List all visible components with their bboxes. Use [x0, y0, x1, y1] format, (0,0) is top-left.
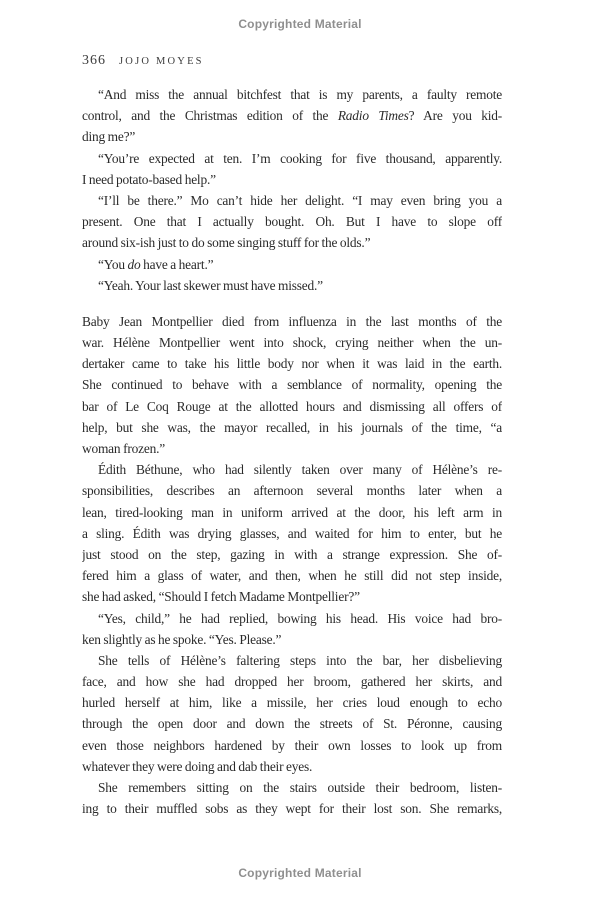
text-segment: ding me?” [82, 129, 136, 145]
text-line [82, 650, 502, 671]
text-segment: She continued to behave with a semblance of normality, opening the [82, 377, 502, 393]
text-line [82, 544, 502, 565]
text-line [82, 169, 502, 190]
text-line [82, 417, 502, 438]
text-line [82, 735, 502, 756]
page-number: 366 [82, 53, 106, 68]
text-segment: war. Hélène Montpellier went into shock, crying neither when the un- [82, 335, 502, 351]
text-segment: “And miss the annual bitchfest that is my parents, a faulty remote [98, 87, 502, 102]
text-line [82, 353, 502, 374]
text-segment: she had asked, “Should I fetch Madame Montpellier?” [82, 589, 360, 605]
text-line [82, 608, 502, 629]
text-segment: fered him a glass of water, and then, when he still did not step inside, [82, 568, 502, 584]
text-segment: whatever they were doing and dab their eyes. [82, 758, 313, 774]
text-segment: present. One that I actually bought. Oh. But I have to slope off [82, 214, 502, 230]
text-line [82, 459, 502, 480]
text-segment: have a heart.” [140, 256, 214, 272]
paragraph [82, 84, 502, 148]
text-line [82, 126, 502, 147]
text-segment: ken slightly as he spoke. “Yes. Please.” [82, 631, 282, 647]
text-segment: bar of Le Coq Rouge at the allotted hours and dismissing all offers of [82, 398, 502, 414]
text-line [82, 692, 502, 713]
text-segment: “Yes, child,” he had replied, bowing his head. His voice had bro- [98, 610, 502, 626]
text-segment: face, and how she had dropped her broom, gathered her skirts, and [82, 674, 502, 690]
text-line [82, 480, 502, 501]
text-line [82, 374, 502, 395]
text-line [82, 756, 502, 777]
copyright-notice-bottom: Copyrighted Material [238, 866, 362, 880]
paragraph [82, 275, 502, 296]
running-head-author: JOJO MOYES [119, 56, 204, 67]
text-segment: hurled herself at him, like a missile, her cries loud enough to echo [82, 695, 502, 711]
text-segment: even those neighbors hardened by their own losses to look up from [82, 737, 502, 753]
text-segment: control, and the Christmas edition of the [82, 108, 338, 124]
text-segment: She tells of Hélène’s faltering steps into the bar, her disbelieving [98, 652, 502, 668]
paragraph [82, 254, 502, 275]
text-segment: dertaker came to take his little body nor when it was laid in the earth. [82, 356, 502, 372]
text-line [82, 523, 502, 544]
text-line [82, 629, 502, 650]
text-segment: Baby Jean Montpellier died from influenza in the last months of the [82, 313, 502, 329]
running-header [82, 53, 204, 69]
italic-text: do [127, 256, 141, 272]
text-segment: through the open door and down the streets of St. Péronne, causing [82, 716, 502, 732]
text-line [82, 565, 502, 586]
text-line [82, 105, 502, 126]
text-segment: “You’re expected at ten. I’m cooking for five thousand, apparently. [98, 150, 502, 166]
text-segment: I need potato-based help.” [82, 171, 216, 187]
text-line [82, 84, 502, 105]
paragraph [82, 777, 502, 819]
paragraph [82, 650, 502, 777]
paragraph [82, 459, 502, 607]
text-segment: around six-ish just to do some singing stuff for the olds.” [82, 235, 371, 251]
paragraph [82, 190, 502, 254]
text-segment: woman frozen.” [82, 441, 165, 456]
text-line [82, 798, 502, 819]
text-line [82, 586, 502, 607]
paragraph [82, 148, 502, 190]
text-segment: ? Are you kid- [408, 108, 502, 124]
text-line [82, 232, 502, 253]
text-segment: ing to their muffled sobs as they wept for their lost son. She remarks, [82, 801, 502, 817]
text-line [82, 438, 502, 459]
text-segment: lean, tired-looking man in uniform arrived at the door, his left arm in [82, 504, 502, 520]
text-line [82, 332, 502, 353]
text-line [82, 275, 502, 296]
text-line [82, 254, 502, 275]
text-segment: “Yeah. Your last skewer must have missed.” [98, 277, 323, 293]
text-line [82, 396, 502, 417]
text-line [82, 211, 502, 232]
text-line [82, 502, 502, 523]
text-line [82, 311, 502, 332]
text-line [82, 671, 502, 692]
italic-text: Radio Times [337, 108, 409, 124]
paragraph [82, 608, 502, 650]
text-segment: “I’ll be there.” Mo can’t hide her delight. “I may even bring you a [98, 192, 502, 208]
text-segment: just stood on the step, gazing in with a strange expression. She of- [82, 546, 502, 562]
copyright-notice-top: Copyrighted Material [238, 17, 362, 31]
text-segment: a sling. Édith was drying glasses, and waited for him to enter, but he [82, 525, 502, 541]
text-line [82, 190, 502, 211]
text-segment: “You [98, 256, 128, 272]
body-text [82, 84, 502, 819]
text-line [82, 777, 502, 798]
text-segment: help, but she was, the mayor recalled, in his journals of the time, “a [82, 419, 502, 435]
text-line [82, 713, 502, 734]
text-line [82, 148, 502, 169]
text-segment: Édith Béthune, who had silently taken over many of Hélène’s re- [98, 462, 502, 478]
text-segment: She remembers sitting on the stairs outside their bedroom, listen- [98, 780, 502, 795]
paragraph [82, 311, 502, 459]
text-segment: sponsibilities, describes an afternoon several months later when a [82, 483, 502, 499]
